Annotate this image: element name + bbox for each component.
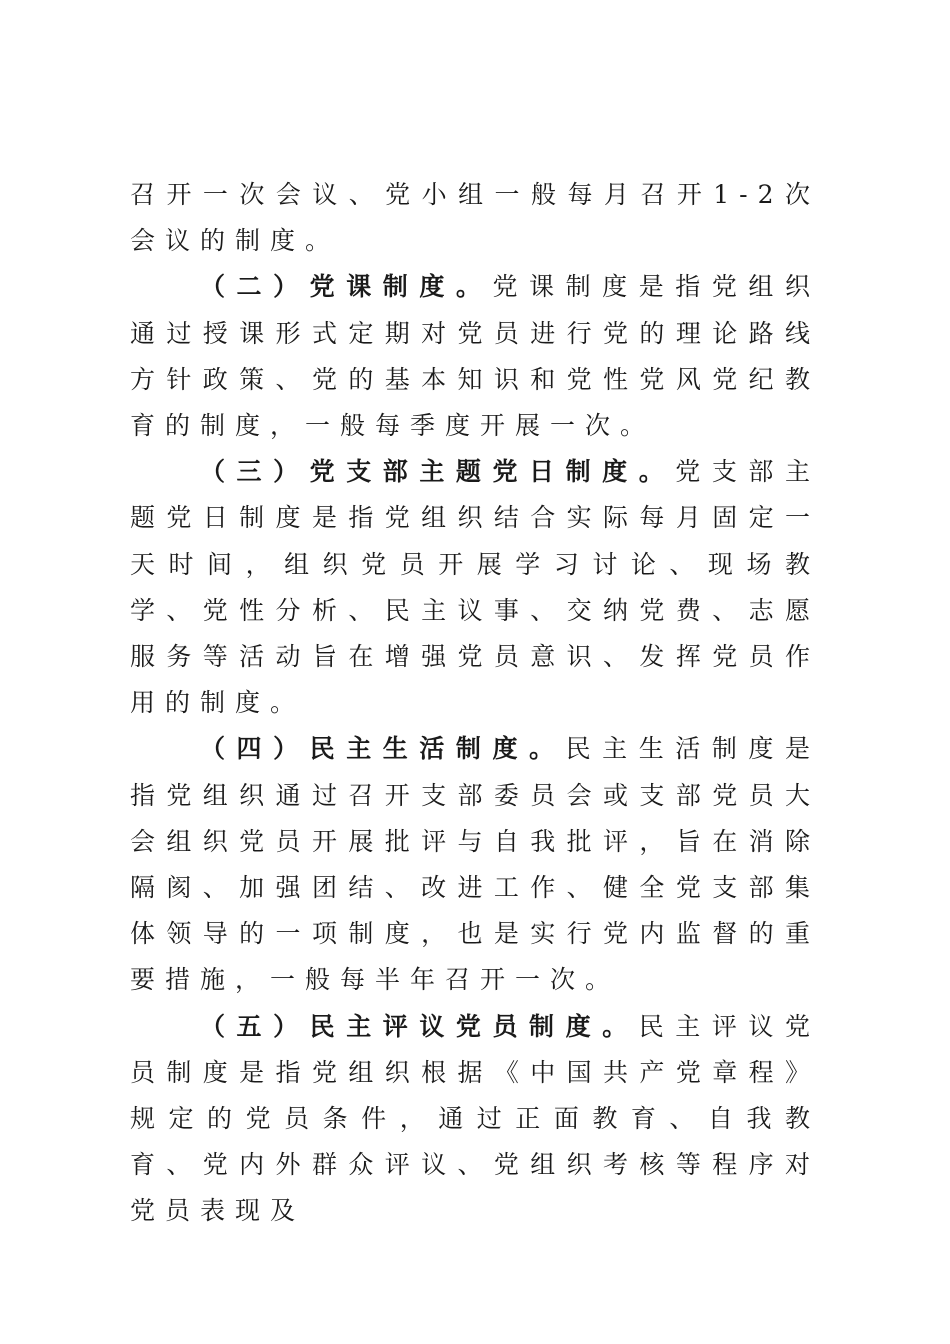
paragraph-body: 召开一次会议、党小组一般每月召开1-2次会议的制度。 <box>130 180 820 256</box>
paragraph-theme-day <box>130 449 820 726</box>
document-body <box>130 172 820 1235</box>
section-heading: （五）民主评议党员制度。 <box>200 1011 639 1041</box>
section-heading: （三）党支部主题党日制度。 <box>200 457 676 487</box>
paragraph-body: 民主评议党员制度是指党组织根据《中国共产党章程》规定的党员条件，通过正面教育、自我教育、党内外群众评议、党组织考核等程序对党员表现及 <box>130 1011 820 1226</box>
section-heading: （四）民主生活制度。 <box>200 734 566 764</box>
section-heading: （二）党课制度。 <box>200 272 493 302</box>
paragraph-democratic-life <box>130 726 820 1003</box>
paragraph-body: 民主生活制度是指党组织通过召开支部委员会或支部党员大会组织党员开展批评与自我批评，旨在消除隔阂、加强团结、改进工作、健全党支部集体领导的一项制度，也是实行党内监督的重要措施，一般每半年召开一次。 <box>130 734 820 995</box>
paragraph-body: 党支部主题党日制度是指党组织结合实际每月固定一天时间，组织党员开展学习讨论、现场教学、党性分析、民主议事、交纳党费、志愿服务等活动旨在增强党员意识、发挥党员作用的制度。 <box>130 457 820 718</box>
paragraph-body: 党课制度是指党组织通过授课形式定期对党员进行党的理论路线方针政策、党的基本知识和党性党风党纪教育的制度，一般每季度开展一次。 <box>130 272 820 441</box>
paragraph-party-lecture <box>130 264 820 449</box>
paragraph-member-review <box>130 1004 820 1235</box>
paragraph-continuation <box>130 172 820 264</box>
